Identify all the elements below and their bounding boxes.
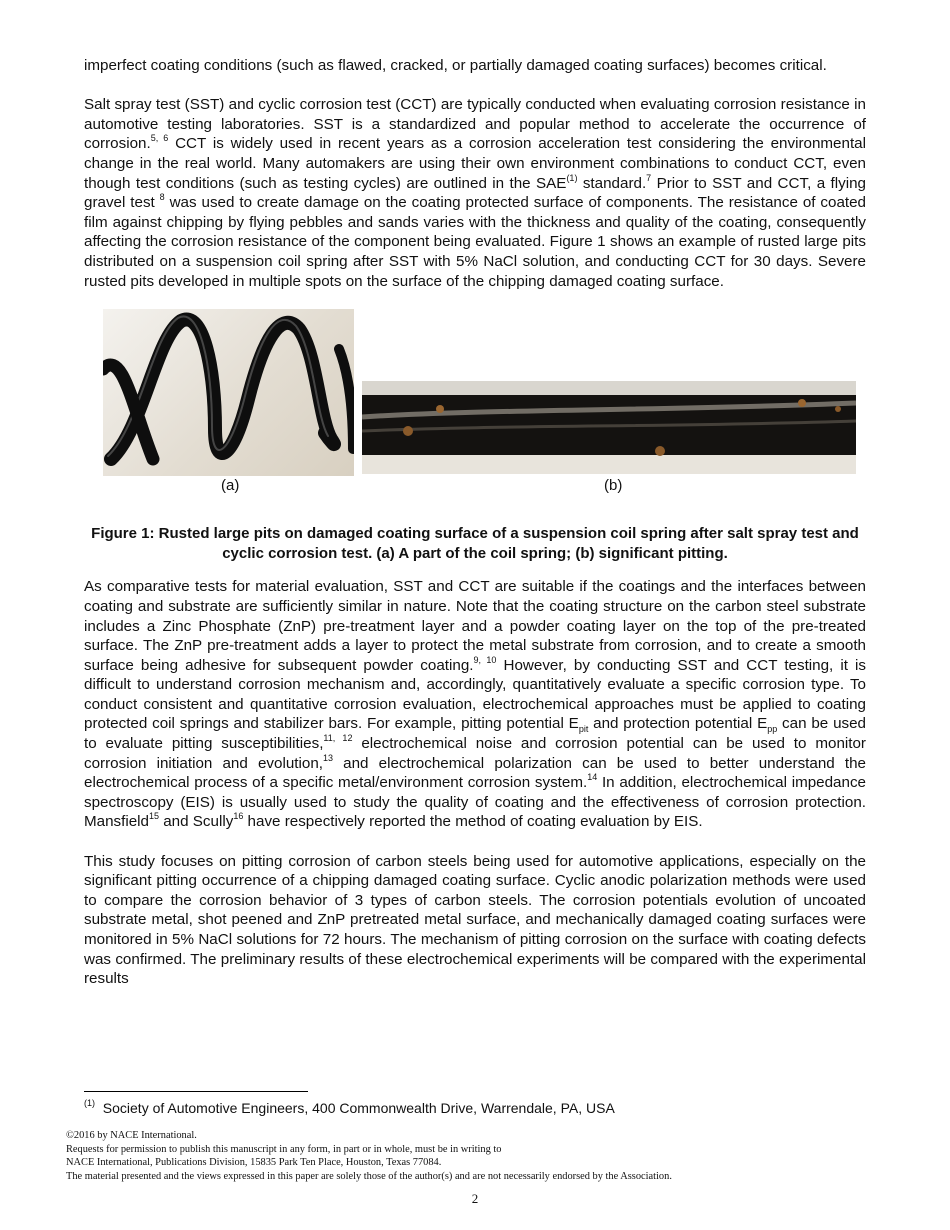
subscript: pit	[578, 724, 589, 735]
pitted-bar-illustration	[362, 381, 856, 474]
citation-ref: 5, 6	[150, 133, 169, 144]
text-run: was used to create damage on the coating protected surface of components. The resistance of coated film against chipping by flying pebbles and sands varies with the thickness and quality of the coating, consequently affecting the corrosion resistance of the component being evaluated. Figure 1 shows an example of rusted large pits distributed on a suspension coil spring after SST with 5% NaCl solution, and conducting CCT for 30 days. Severe rusted pits developed in multiple spots on the surface of the chipping damaged coating surface.	[84, 194, 867, 290]
paragraph-intro-continuation: imperfect coating conditions (such as flawed, cracked, or partially damaged coating surfaces) becomes critical.	[84, 57, 827, 74]
permission-line: Requests for permission to publish this manuscript in any form, in part or in whole, must be in writing to	[66, 1143, 502, 1155]
paragraph-study-focus: This study focuses on pitting corrosion of carbon steels being used for automotive applications, especially on the significant pitting occurrence of a chipping damaged coating surface. Cyclic anodic polarization methods were used to compare the corrosion behavior of 3 types of carbon steels. The corrosion potentials evolution of uncoated substrate metal, shot peened and ZnP pretreated metal surface, and mechanically damaged coating surfaces were monitored in 5% NaCl solutions for 72 hours. The mechanism of pitting corrosion on the surface with coating defects was confirmed. The preliminary results of these electrochemical experiments will be compared with the experimental results	[84, 852, 866, 988]
coil-spring-illustration	[103, 309, 354, 476]
copyright-notice	[66, 1129, 672, 1183]
text-run: CCT is widely used in recent years as a corrosion acceleration test considering the environmental change in the real world. Many automakers are using their own environment combinations to conduct CCT, even though test conditions (such as testing cycles) are outlined in the SAE	[84, 135, 866, 192]
disclaimer-line: The material presented and the views expressed in this paper are solely those of the author(s) and are not necessarily endorsed by the Association.	[66, 1170, 672, 1182]
page-body	[84, 56, 866, 989]
footnote-ref: (1)	[566, 172, 578, 183]
figure-label-b: (b)	[604, 477, 623, 495]
footnote-divider	[84, 1091, 308, 1092]
citation-ref: 11, 12	[323, 733, 353, 743]
citation-ref: 14	[587, 772, 598, 783]
figure-1	[84, 309, 866, 509]
text-run: standard.	[577, 174, 647, 192]
page-number: 2	[471, 1191, 479, 1206]
footnote	[84, 1100, 615, 1116]
subscript: pp	[767, 724, 778, 735]
paragraph-sst-cct	[84, 95, 866, 291]
footnote-mark: (1)	[84, 1098, 95, 1109]
citation-ref: 15	[149, 811, 160, 822]
text-run: and Scully	[159, 813, 234, 831]
address-line: NACE International, Publications Division, 15835 Park Ten Place, Houston, Texas 77084.	[66, 1157, 442, 1169]
pitted-bar-photo	[362, 381, 856, 474]
paragraph-comparative-tests	[84, 577, 866, 832]
citation-ref: 9, 10	[473, 654, 497, 665]
citation-ref: 8	[159, 192, 165, 203]
citation-ref: 7	[646, 172, 652, 183]
text-run: have respectively reported the method of coating evaluation by EIS.	[243, 813, 703, 831]
text-run: and protection potential E	[588, 715, 768, 733]
text-run: In addition, electrochemical impedance spectroscopy (EIS) is usually used to study the quality of coating and the effectiveness of corrosion protection. Mansfield	[84, 774, 866, 831]
text-run: As comparative tests for material evaluation, SST and CCT are suitable if the coatings and the interfaces between coating and substrate are sufficiently similar in nature. Note that the coating structure on the carbon steel substrate includes a Zinc Phosphate (ZnP) pre-treatment layer and a powder coating layer on the top of the pre-treated surface. The ZnP pre-treatment adds a layer to protect the metal substrate from corrosion, and to create a smooth surface being adhesive for subsequent powder coating.	[84, 578, 866, 674]
figure-caption: Figure 1: Rusted large pits on damaged coating surface of a suspension coil spring after salt spray test and cyclic corrosion test. (a) A part of the coil spring; (b) significant pitting.	[91, 525, 859, 562]
text-run: Prior to SST and CCT, a flying gravel test	[84, 174, 867, 212]
text-run: However, by conducting SST and CCT testing, it is difficult to understand corrosion mechanism and, accordingly, quantitatively evaluate a specific corrosion type. To conduct consistent and quantitative corrosion evaluation, electrochemical approaches must be applied to coating protected coil springs and stabilizer bars. For example, pitting potential E	[84, 656, 867, 733]
text-run: and electrochemical polarization can be used to better understand the electrochemical process of a specific metal/environment corrosion system.	[84, 754, 866, 792]
text-run: electrochemical noise and corrosion potential can be used to monitor corrosion initiation and evolution,	[84, 735, 866, 772]
figure-label-a: (a)	[221, 477, 240, 495]
citation-ref: 16	[233, 811, 244, 822]
text-run: can be used to evaluate pitting susceptibilities,	[84, 715, 866, 753]
copyright-line: ©2016 by NACE International.	[66, 1130, 197, 1141]
footnote-text: Society of Automotive Engineers, 400 Commonwealth Drive, Warrendale, PA, USA	[102, 1100, 615, 1116]
text-run: Salt spray test (SST) and cyclic corrosion test (CCT) are typically conducted when evaluating corrosion resistance in automotive testing laboratories. SST is a standardized and popular method to accelerate the occurrence of corrosion.	[84, 96, 866, 153]
coil-spring-photo	[103, 309, 354, 476]
citation-ref: 13	[323, 752, 334, 763]
